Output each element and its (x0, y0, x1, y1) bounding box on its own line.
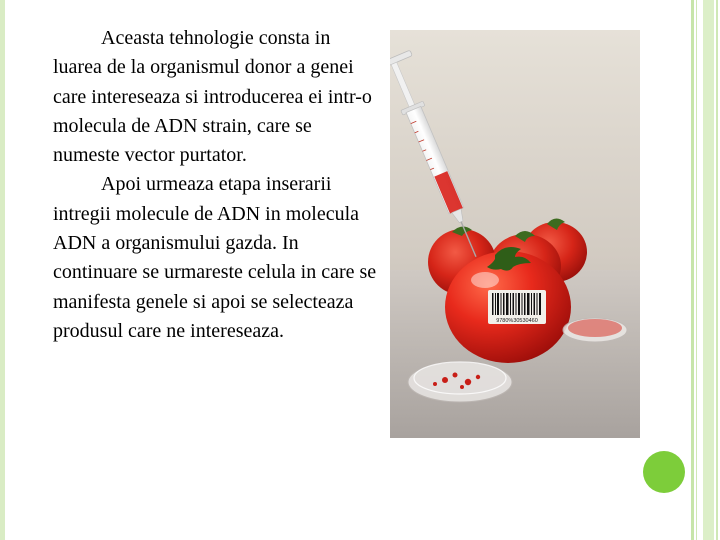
frame-stripe (703, 0, 714, 540)
slide-text (53, 24, 383, 346)
frame-stripe (716, 0, 718, 540)
frame-stripe (696, 0, 697, 540)
gmo-tomato-photo (390, 30, 640, 438)
left-frame-border (0, 0, 5, 540)
petri-dish-back (563, 318, 627, 342)
barcode-label (488, 290, 546, 324)
petri-dish-front (408, 362, 512, 402)
paragraph-1: Aceasta tehnologie consta in luarea de la organismul donor a genei care intereseaza si introducerea ei intr-o molecula de ADN strain, care se numeste vector purtator. (53, 27, 372, 167)
paragraph-2: Apoi urmeaza etapa inserarii intregii molecule de ADN in molecula ADN a organismului gazda. In continuare se urmareste celula in care se manifesta genele si apoi se selecteaza produsul care ne intereseaza. (53, 173, 377, 342)
frame-stripe (691, 0, 694, 540)
green-circle-fill (643, 451, 685, 493)
barcode-number: 9780%30530460 (496, 318, 538, 324)
decorative-green-circle (640, 448, 688, 496)
